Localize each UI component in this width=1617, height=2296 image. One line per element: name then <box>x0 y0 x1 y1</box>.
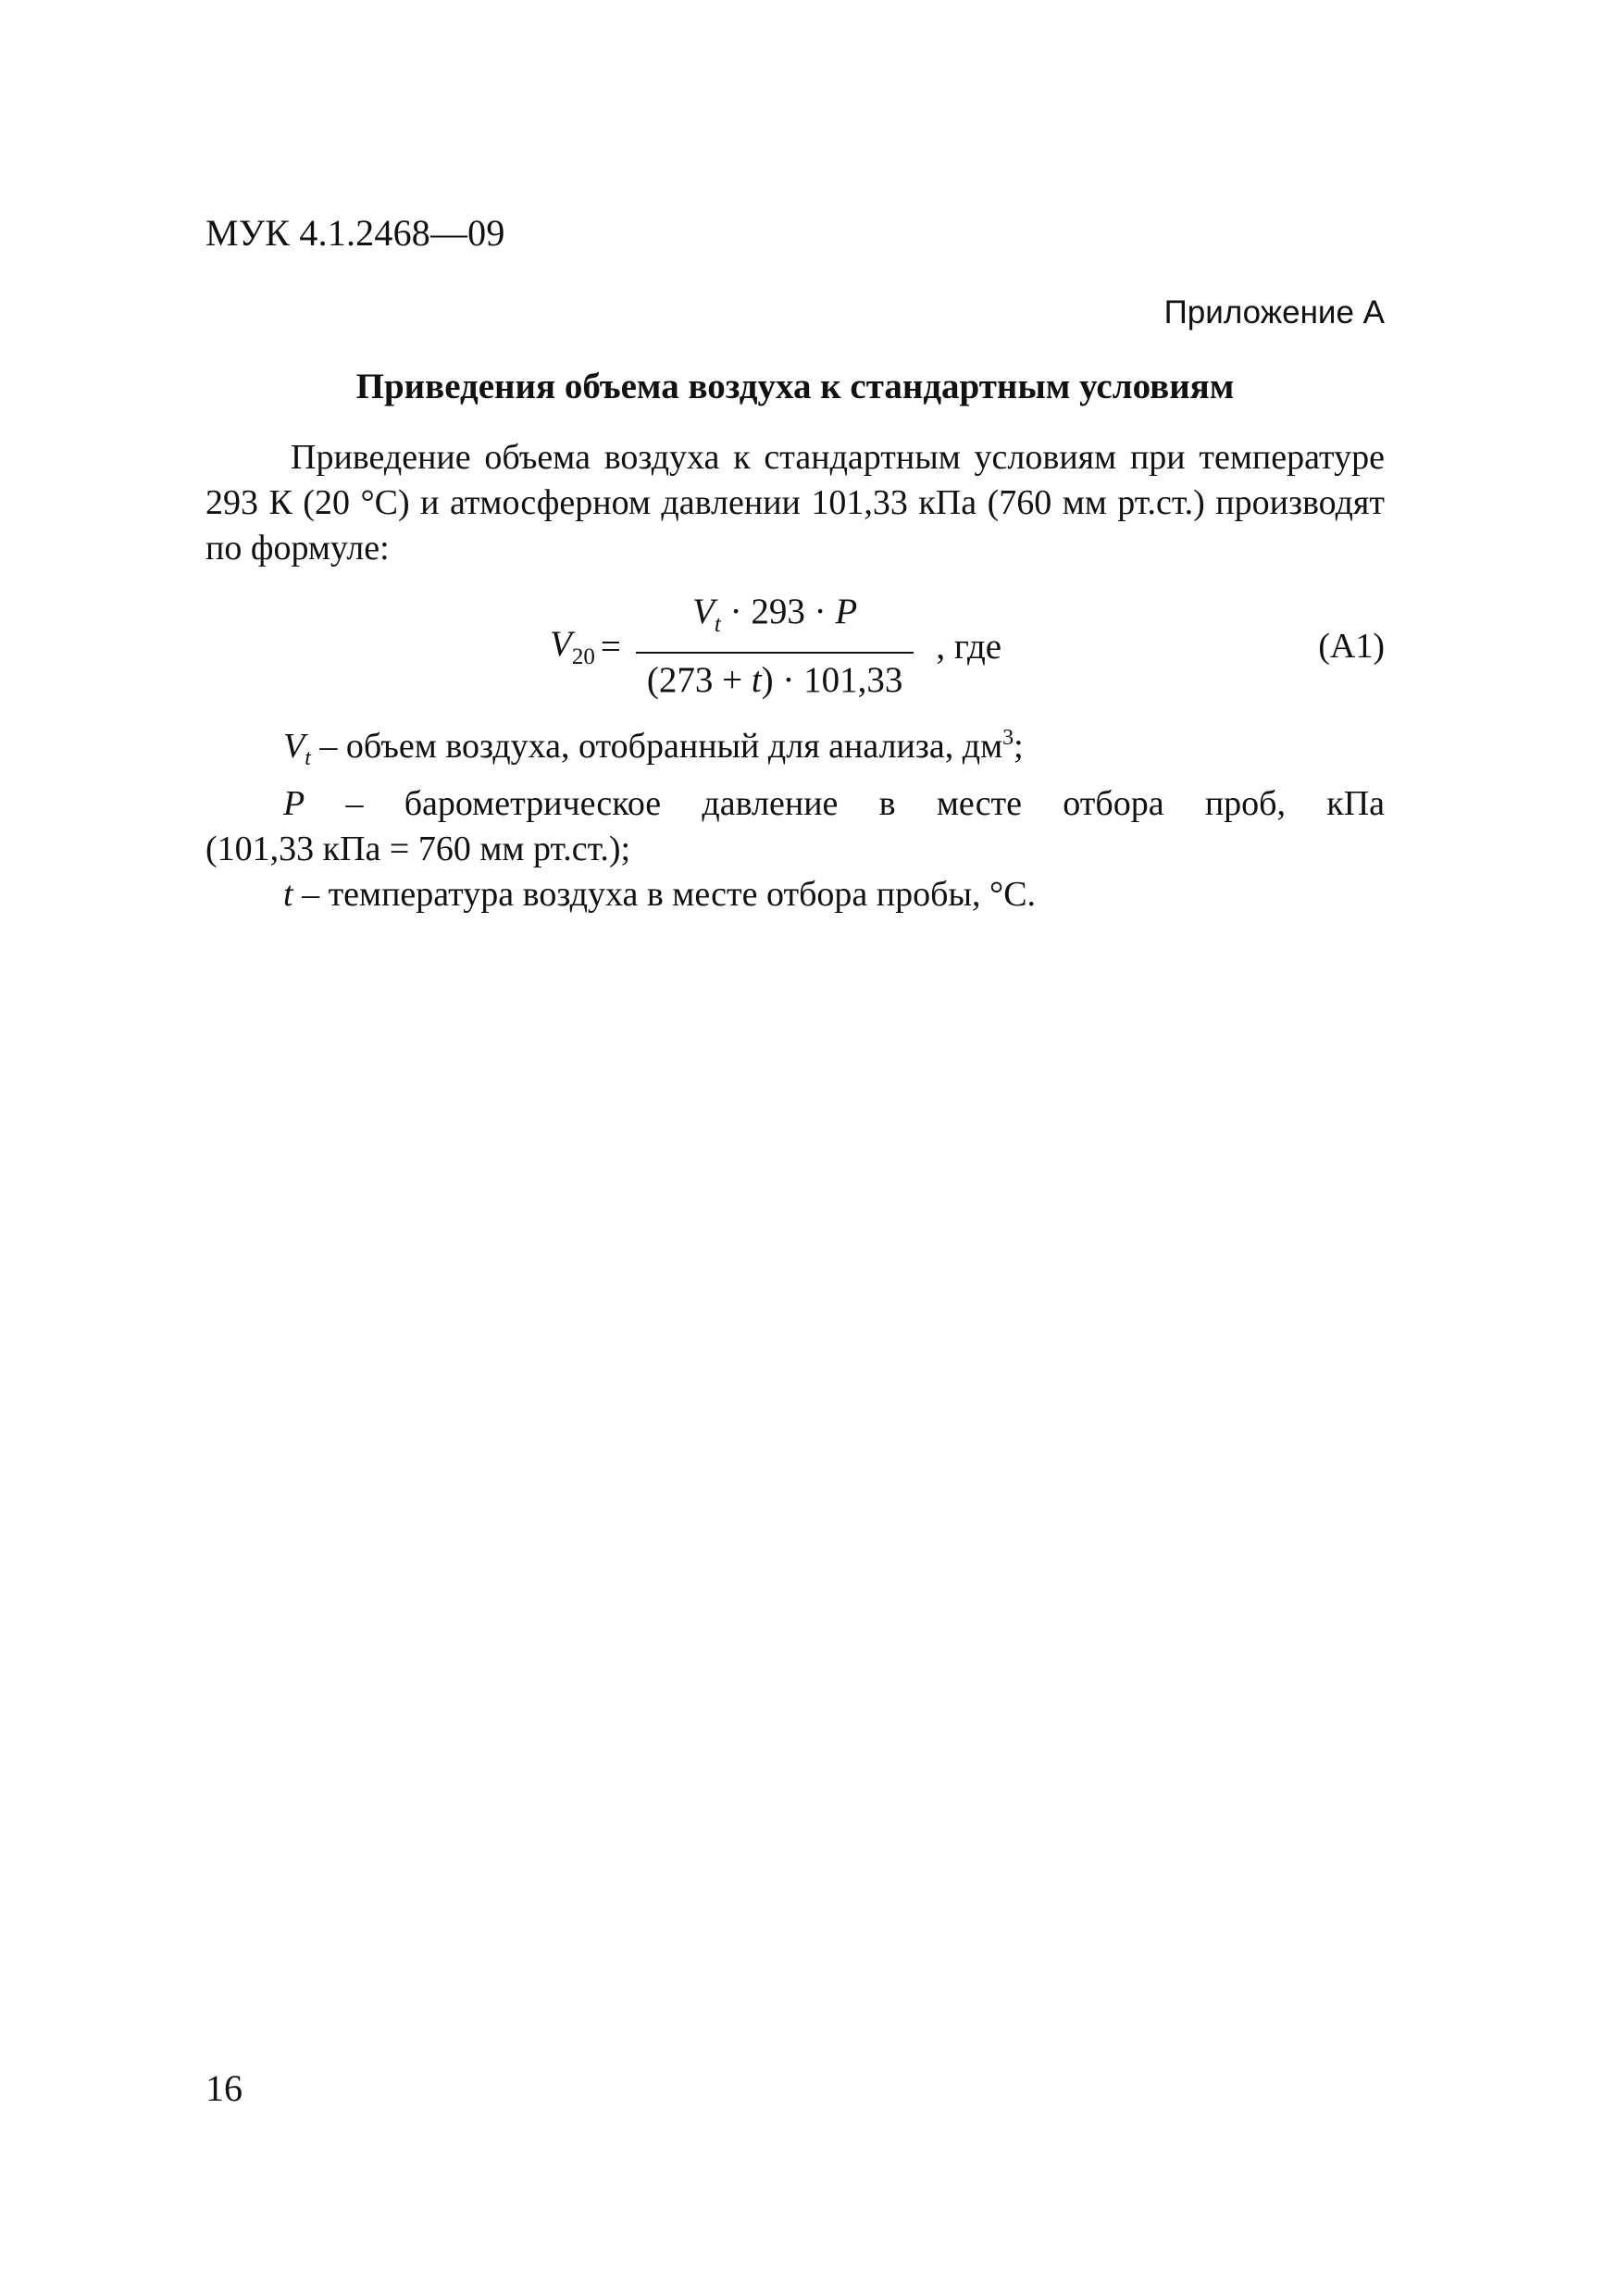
formula-lhs-var: V <box>550 623 572 664</box>
formula-a1 <box>550 591 1001 702</box>
variable-definitions <box>205 724 1385 917</box>
page-number: 16 <box>205 2067 243 2109</box>
definition-vt <box>205 724 1385 781</box>
definition-t <box>205 872 1385 917</box>
formula-numerator <box>674 591 876 652</box>
definition-p-text: – барометрическое давление в месте отбора проб, кПа <box>305 784 1385 823</box>
formula-num-var1: V <box>692 592 715 631</box>
formula-den-open: (273 + <box>646 660 752 700</box>
formula-denominator <box>636 654 914 702</box>
formula-lhs <box>550 623 595 670</box>
symbol-t: t <box>283 875 293 914</box>
formula-row <box>205 591 1385 702</box>
document-code: МУК 4.1.2468—09 <box>205 212 505 254</box>
formula-where: , где <box>936 626 1002 667</box>
definition-p <box>205 781 1385 827</box>
equation-number: (А1) <box>1318 627 1385 666</box>
intro-paragraph: Приведение объема воздуха к стандартным условиям при температуре 293 К (20 °С) и атмосферном давлении 101,33 кПа (760 мм рт.ст.) производят по формуле: <box>205 438 1385 568</box>
symbol-vt <box>283 727 311 770</box>
formula-den-close: ) · 101,33 <box>761 660 903 700</box>
formula-fraction <box>636 591 914 702</box>
definition-vt-sup: 3 <box>1002 726 1014 750</box>
appendix-label: Приложение А <box>1163 294 1385 331</box>
definition-vt-text: – объем воздуха, отобранный для анализа, дм <box>310 727 1003 766</box>
definition-t-text: – температура воздуха в месте отбора пробы, °С. <box>292 875 1037 914</box>
section-title: Приведения объема воздуха к стандартным условиям <box>355 367 1235 406</box>
formula-num-rest: · 293 · <box>720 592 836 631</box>
symbol-vt-sub: t <box>305 746 311 770</box>
formula-num-var1-sub: t <box>714 612 721 637</box>
formula-num-var2: P <box>835 592 858 631</box>
symbol-vt-letter: V <box>283 727 305 766</box>
formula-equals: = <box>600 626 621 667</box>
formula-lhs-sub: 20 <box>571 643 595 669</box>
definition-vt-end: ; <box>1014 727 1024 766</box>
definition-p-continuation: (101,33 кПа = 760 мм рт.ст.); <box>205 830 631 868</box>
formula-den-var: t <box>751 660 762 700</box>
symbol-p: P <box>283 784 305 823</box>
